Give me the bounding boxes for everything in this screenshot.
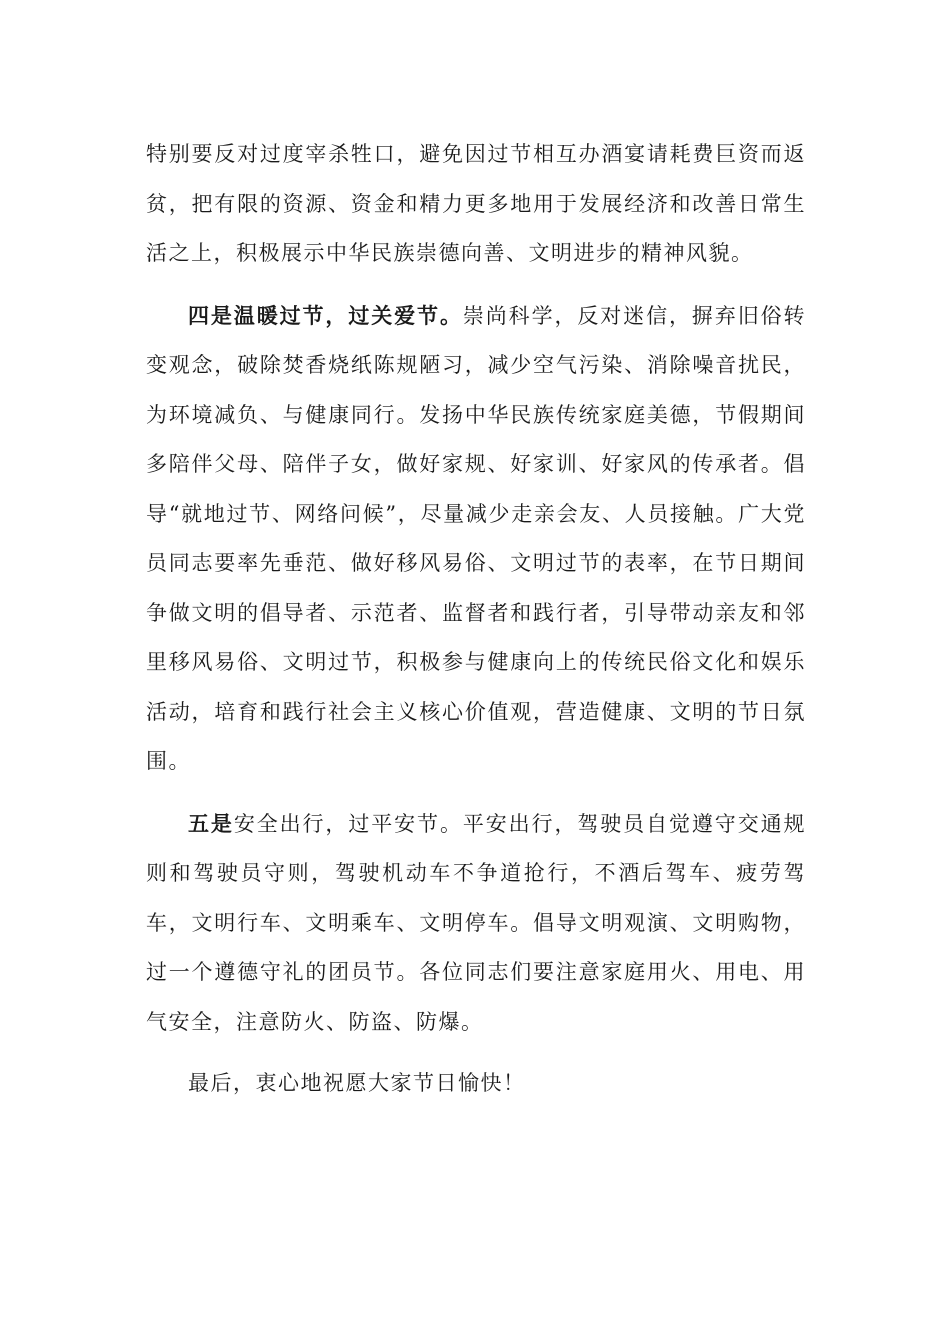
paragraph-text: 崇尚科学，反对迷信，摒弃旧俗转变观念，破除焚香烧纸陈规陋习，减少空气污染、消除噪音扰民，为环境减负、与健康同行。发扬中华民族传统家庭美德，节假期间多陪伴父母、陪伴子女，做好家规、好家训、好家风的传承者。倡导“就地过节、网络问候”，尽量减少走亲会友、人员接触。广大党员同志要率先垂范、做好移风易俗、文明过节的表率，在节日期间争做文明的倡导者、示范者、监督者和践行者，引导带动亲友和邻里移风易俗、文明过节，积极参与健康向上的传统民俗文化和娱乐活动，培育和践行社会主义核心价值观，营造健康、文明的节日氛围。 [146, 303, 807, 773]
paragraph-heading: 四是温暖过节，过关爱节。 [188, 302, 463, 328]
paragraph-heading: 五是 [188, 810, 234, 836]
paragraph-text: 最后，衷心地祝愿大家节日愉快！ [188, 1071, 526, 1095]
paragraph-closing [146, 1059, 806, 1109]
paragraph-text: 安全出行，过平安节。平安出行，驾驶员自觉遵守交通规则和驾驶员守则，驾驶机动车不争道抢行，不酒后驾车、疲劳驾车，文明行车、文明乘车、文明停车。倡导文明观演、文明购物，过一个遵德守礼的团员节。各位同志们要注意家庭用火、用电、用气安全，注意防火、防盗、防爆。 [146, 811, 807, 1034]
paragraph-five [146, 799, 806, 1048]
paragraph-continuation [146, 130, 806, 279]
document-page [146, 130, 806, 1109]
paragraph-four [146, 291, 806, 787]
paragraph-text: 特别要反对过度宰杀牲口，避免因过节相互办酒宴请耗费巨资而返贫，把有限的资源、资金和精力更多地用于发展经济和改善日常生活之上，积极展示中华民族崇德向善、文明进步的精神风貌。 [146, 142, 806, 265]
